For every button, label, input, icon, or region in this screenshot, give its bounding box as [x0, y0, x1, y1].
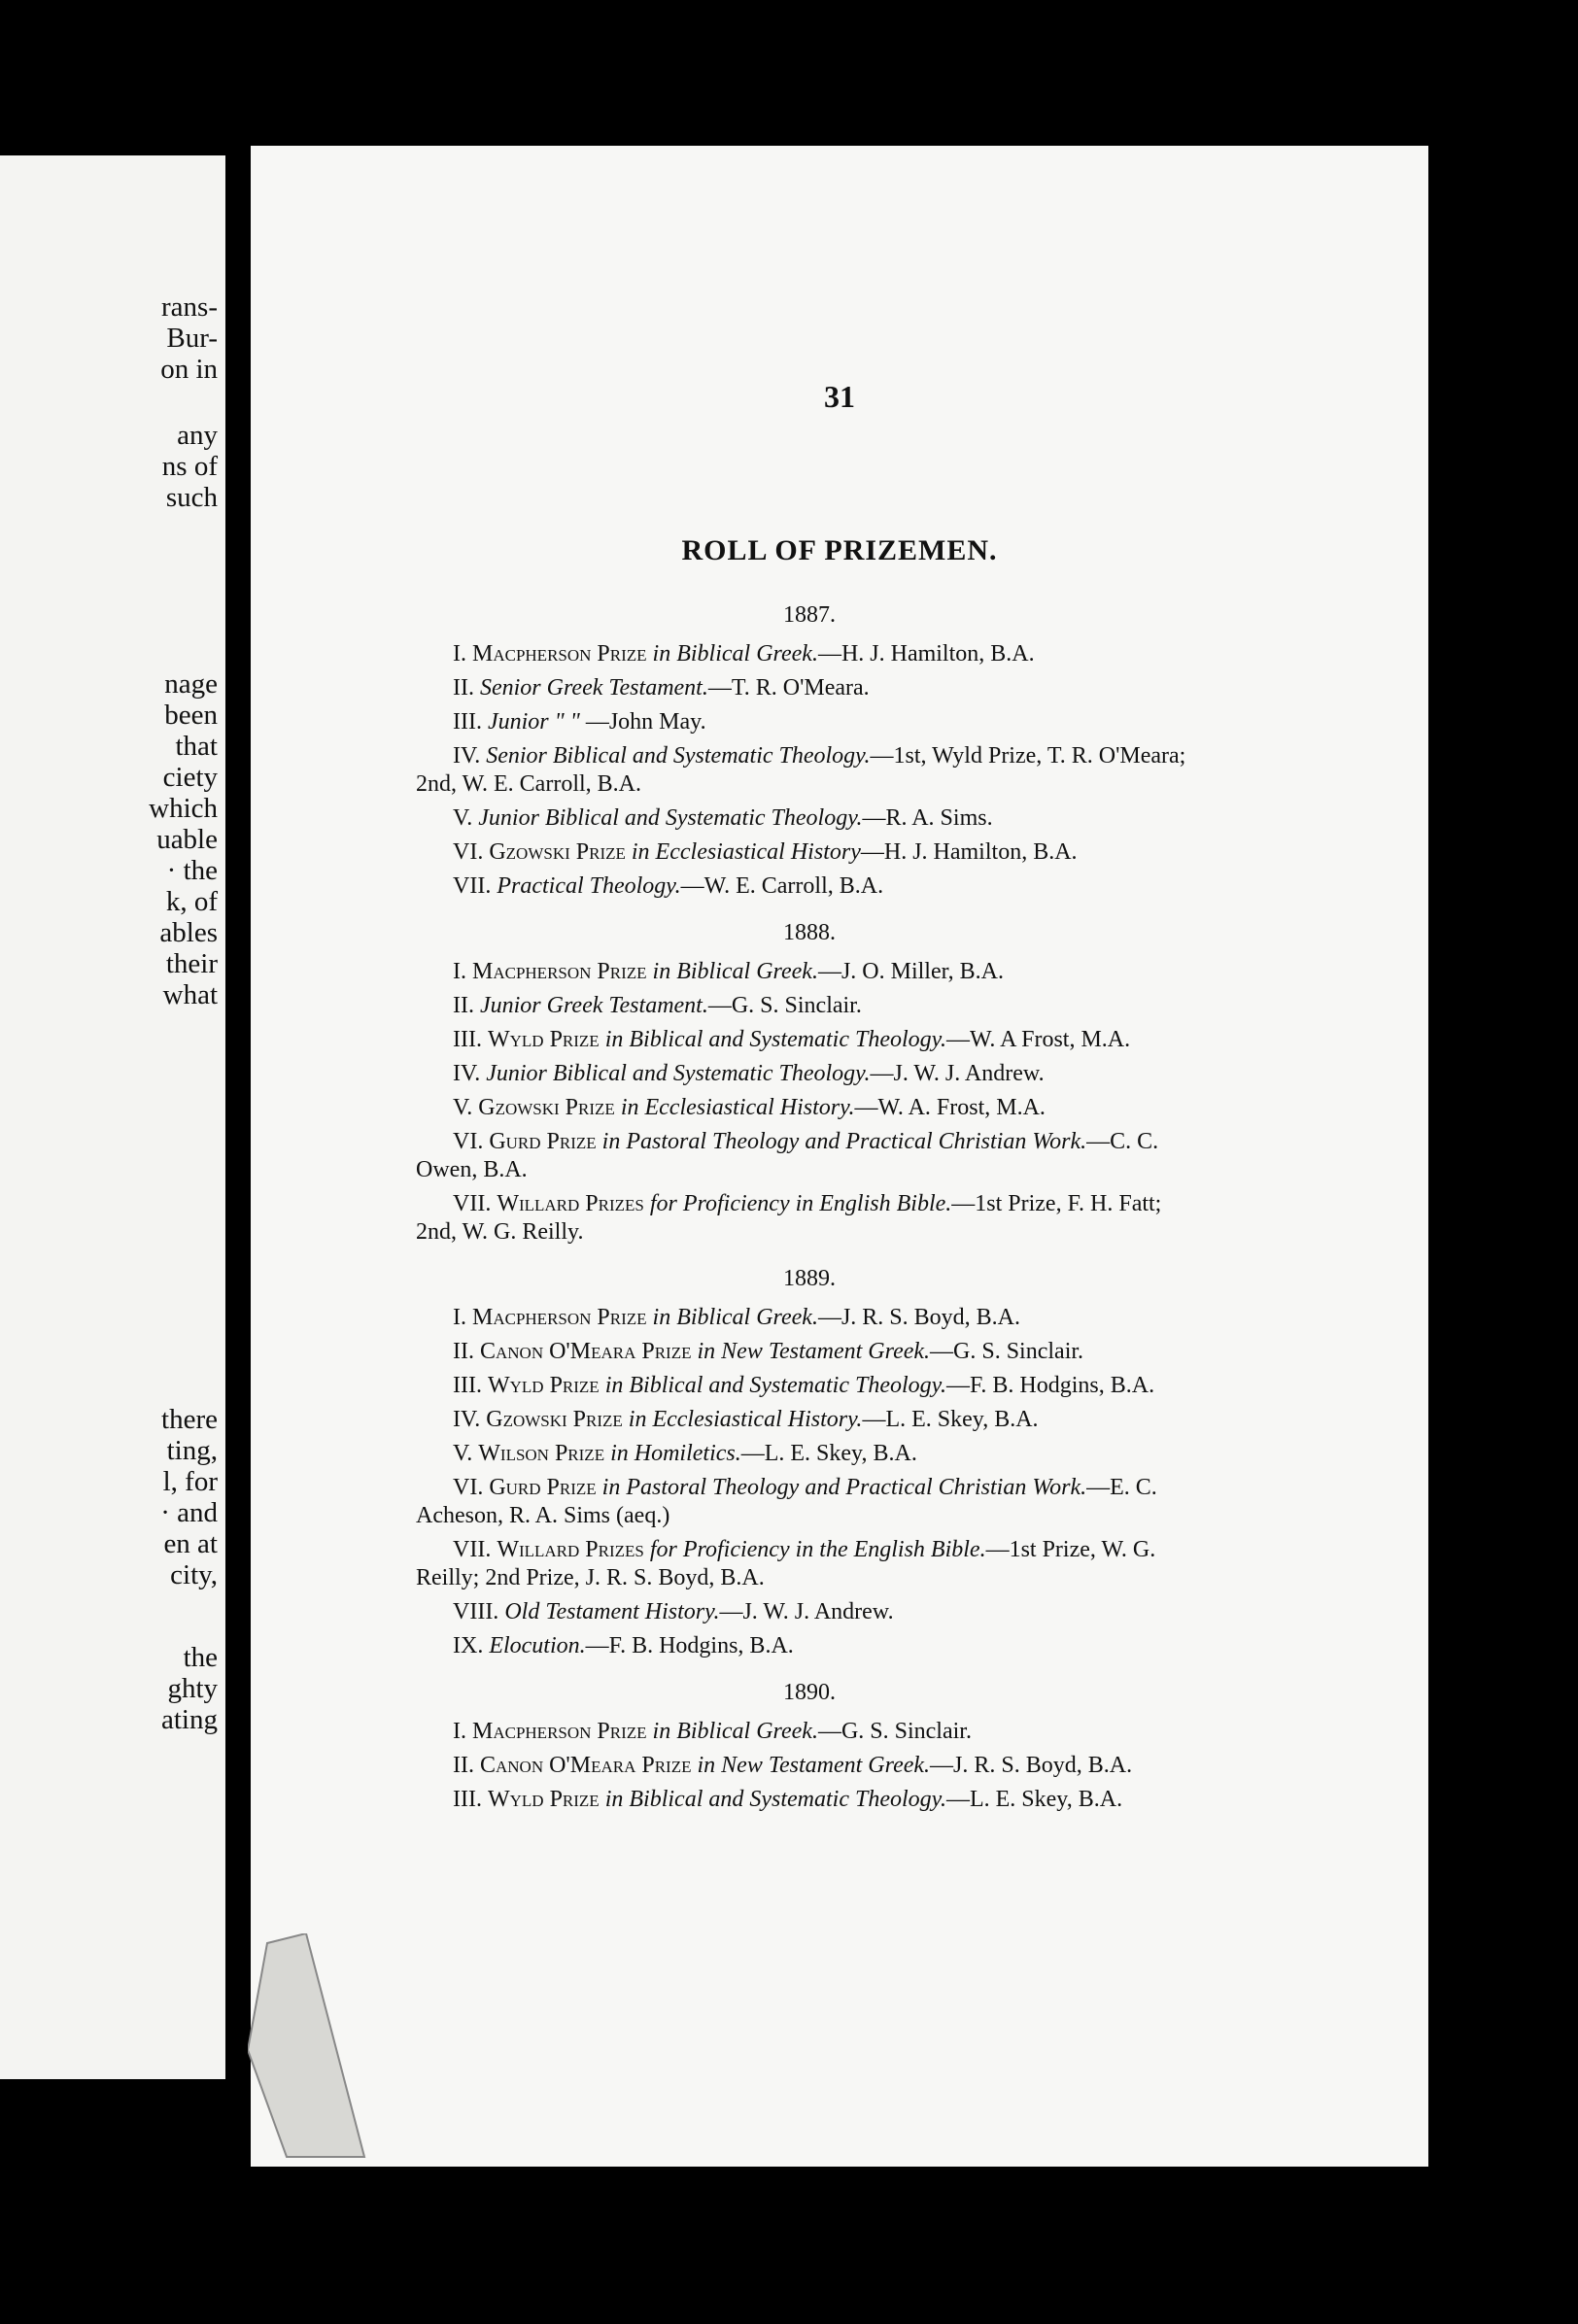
left-text-fragment: their — [165, 948, 218, 979]
prize-subject: in Pastoral Theology and Practical Christian Work. — [601, 1129, 1087, 1154]
prize-subject: in Biblical Greek. — [652, 1305, 818, 1330]
prize-name: Macpherson Prize — [472, 959, 647, 984]
prize-entry — [416, 1060, 1203, 1088]
prize-subject: in New Testament Greek. — [697, 1753, 931, 1778]
entry-number: III. — [453, 1373, 482, 1398]
year-block — [416, 602, 1203, 901]
document-page — [251, 146, 1428, 2167]
prize-entry — [416, 1304, 1203, 1332]
prize-subject: Senior Biblical and Systematic Theology. — [486, 743, 871, 769]
left-text-fragment: such — [165, 482, 218, 513]
prize-subject: for Proficiency in English Bible. — [649, 1191, 952, 1216]
prize-winner: —W. A Frost, M.A. — [945, 1027, 1131, 1052]
prize-entry — [416, 1598, 1203, 1626]
left-text-fragment: ghty — [167, 1673, 218, 1704]
prize-entry — [416, 992, 1203, 1020]
prize-winner: —G. S. Sinclair. — [707, 993, 862, 1018]
prize-winner: —G. S. Sinclair. — [817, 1719, 972, 1744]
prize-subject: in Biblical and Systematic Theology. — [604, 1373, 946, 1398]
prize-entry — [416, 708, 1203, 736]
left-text-fragment: l, for — [162, 1466, 218, 1497]
prize-name: Gurd Prize — [489, 1129, 597, 1154]
left-text-fragment: which — [149, 793, 218, 824]
prize-name: Canon O'Meara Prize — [479, 1339, 692, 1364]
entry-number: VII. — [453, 1191, 492, 1216]
prize-entry — [416, 742, 1203, 799]
prize-subject: in New Testament Greek. — [697, 1339, 931, 1364]
year-block — [416, 920, 1203, 1247]
prize-subject: in Biblical Greek. — [652, 959, 818, 984]
year-block — [416, 1680, 1203, 1814]
entry-number: VII. — [453, 873, 492, 899]
prize-entry — [416, 1372, 1203, 1400]
prize-name: Wyld Prize — [487, 1373, 600, 1398]
left-text-fragment: ns of — [161, 451, 218, 482]
prize-winner: —T. R. O'Meara. — [707, 675, 870, 701]
prize-name: Gzowski Prize — [486, 1407, 623, 1432]
left-text-fragment: been — [164, 700, 218, 731]
left-text-fragment: ating — [161, 1704, 218, 1735]
prize-name: Willard Prizes — [497, 1537, 644, 1562]
prize-winner: —1st, Wyld Prize, T. R. O'Meara; 2nd, W. E. Carroll, B.A. — [416, 743, 1186, 797]
prize-winner: —J. R. S. Boyd, B.A. — [817, 1305, 1020, 1330]
prize-name: Gzowski Prize — [478, 1095, 615, 1120]
torn-corner-shape — [248, 1933, 374, 2167]
left-text-fragment: ables — [159, 917, 218, 948]
entry-number: VI. — [453, 1475, 484, 1500]
entry-number: I. — [453, 1719, 466, 1744]
entry-number: II. — [453, 1753, 474, 1778]
left-text-fragment: the — [183, 1642, 218, 1673]
section-heading: ROLL OF PRIZEMEN. — [681, 534, 998, 566]
prize-subject: Junior Biblical and Systematic Theology. — [486, 1061, 871, 1086]
entry-number: II. — [453, 993, 474, 1018]
prize-winner: —W. A. Frost, M.A. — [854, 1095, 1046, 1120]
page-number: 31 — [824, 379, 855, 414]
prize-subject: for Proficiency in the English Bible. — [649, 1537, 986, 1562]
prize-subject: in Biblical Greek. — [652, 641, 818, 666]
prize-winner: —L. E. Skey, B.A. — [945, 1787, 1123, 1812]
left-text-fragment: there — [161, 1404, 218, 1435]
prize-winner: —J. O. Miller, B.A. — [817, 959, 1004, 984]
prize-winner: —W. E. Carroll, B.A. — [680, 873, 884, 899]
prize-entry — [416, 1094, 1203, 1122]
entry-number: IX. — [453, 1633, 484, 1658]
prize-winner: —H. J. Hamilton, B.A. — [860, 839, 1078, 865]
prize-subject: in Homiletics. — [610, 1441, 741, 1466]
left-text-fragment: ciety — [162, 762, 218, 793]
prize-subject: Junior Greek Testament. — [479, 993, 708, 1018]
entry-number: IV. — [453, 1407, 481, 1432]
prize-winner: —J. W. J. Andrew. — [719, 1599, 894, 1624]
entry-number: V. — [453, 1095, 473, 1120]
left-text-fragment: any — [177, 420, 218, 451]
prize-winner: —F. B. Hodgins, B.A. — [585, 1633, 794, 1658]
prize-name: Macpherson Prize — [472, 1719, 647, 1744]
entry-number: VIII. — [453, 1599, 499, 1624]
prize-entry — [416, 640, 1203, 668]
left-text-fragment: en at — [163, 1528, 218, 1559]
left-text-fragment: that — [175, 731, 218, 762]
prize-subject: Junior " " — [487, 709, 580, 735]
prize-name: Wyld Prize — [487, 1787, 600, 1812]
prize-entry — [416, 1026, 1203, 1054]
left-text-fragment: what — [162, 979, 218, 1010]
prize-name: Wyld Prize — [487, 1027, 600, 1052]
prize-entry — [416, 838, 1203, 867]
prize-entry — [416, 1718, 1203, 1746]
prize-entry — [416, 1632, 1203, 1660]
prize-subject: Practical Theology. — [497, 873, 681, 899]
prize-subject: in Pastoral Theology and Practical Christian Work. — [601, 1475, 1087, 1500]
prize-entry — [416, 1338, 1203, 1366]
entry-number: III. — [453, 1787, 482, 1812]
left-text-fragment: · the — [166, 855, 218, 886]
entry-number: VII. — [453, 1537, 492, 1562]
prize-entry — [416, 1190, 1203, 1247]
prize-entry — [416, 1474, 1203, 1530]
prize-name: Wilson Prize — [478, 1441, 605, 1466]
left-text-fragment: rans- — [161, 291, 218, 323]
entry-number: II. — [453, 1339, 474, 1364]
entry-number: IV. — [453, 1061, 481, 1086]
prize-subject: in Ecclesiastical History. — [620, 1095, 855, 1120]
prize-subject: in Ecclesiastical History — [631, 839, 861, 865]
prize-subject: in Biblical and Systematic Theology. — [604, 1787, 946, 1812]
entry-number: V. — [453, 1441, 473, 1466]
prize-winner: —J. R. S. Boyd, B.A. — [930, 1753, 1133, 1778]
prize-entry — [416, 1406, 1203, 1434]
year-block — [416, 1266, 1203, 1660]
entry-number: IV. — [453, 743, 481, 769]
entry-number: VI. — [453, 1129, 484, 1154]
prize-winner: —L. E. Skey, B.A. — [862, 1407, 1039, 1432]
prize-name: Macpherson Prize — [472, 1305, 647, 1330]
prize-roll — [416, 593, 1203, 1833]
prize-subject: Elocution. — [489, 1633, 586, 1658]
prize-name: Macpherson Prize — [472, 641, 647, 666]
entry-number: III. — [453, 1027, 482, 1052]
prize-entry — [416, 1440, 1203, 1468]
year-heading: 1888. — [783, 920, 836, 945]
entry-number: I. — [453, 641, 466, 666]
prize-entry — [416, 1752, 1203, 1780]
prize-name: Gurd Prize — [489, 1475, 597, 1500]
prize-winner: —1st Prize, W. G. Reilly; 2nd Prize, J. R. S. Boyd, B.A. — [416, 1537, 1156, 1590]
prize-winner: —F. B. Hodgins, B.A. — [945, 1373, 1155, 1398]
prize-name: Willard Prizes — [497, 1191, 644, 1216]
left-text-fragment: on in — [160, 354, 218, 385]
prize-entry — [416, 1128, 1203, 1184]
prize-winner: —C. C. Owen, B.A. — [416, 1129, 1159, 1182]
prize-entry — [416, 804, 1203, 833]
prize-name: Gzowski Prize — [489, 839, 626, 865]
left-text-fragment: k, of — [165, 886, 218, 917]
left-text-fragment: nage — [164, 668, 218, 700]
prize-entry — [416, 958, 1203, 986]
prize-subject: Senior Greek Testament. — [479, 675, 708, 701]
prize-winner: —1st Prize, F. H. Fatt; 2nd, W. G. Reilly. — [416, 1191, 1162, 1245]
year-heading: 1887. — [783, 602, 836, 628]
prize-entry — [416, 1536, 1203, 1592]
left-text-fragment: uable — [156, 824, 218, 855]
entry-number: I. — [453, 959, 466, 984]
prize-entry — [416, 1786, 1203, 1814]
prize-winner: —L. E. Skey, B.A. — [740, 1441, 917, 1466]
left-text-fragment: · and — [160, 1497, 218, 1528]
left-text-fragment: Bur- — [166, 323, 218, 354]
entry-number: III. — [453, 709, 482, 735]
entry-number: VI. — [453, 839, 484, 865]
prize-subject: in Ecclesiastical History. — [628, 1407, 863, 1432]
prize-entry — [416, 674, 1203, 702]
prize-subject: in Biblical Greek. — [652, 1719, 818, 1744]
prize-subject: Old Testament History. — [504, 1599, 720, 1624]
left-text-fragment: ting, — [166, 1435, 218, 1466]
year-heading: 1889. — [783, 1266, 836, 1291]
prize-subject: in Biblical and Systematic Theology. — [604, 1027, 946, 1052]
entry-number: V. — [453, 805, 473, 831]
left-text-fragment: city, — [170, 1559, 218, 1590]
left-page-fragment — [0, 155, 225, 2079]
entry-number: I. — [453, 1305, 466, 1330]
entry-number: II. — [453, 675, 474, 701]
prize-winner: —G. S. Sinclair. — [930, 1339, 1084, 1364]
prize-winner: —H. J. Hamilton, B.A. — [817, 641, 1035, 666]
prize-subject: Junior Biblical and Systematic Theology. — [478, 805, 863, 831]
prize-winner: —R. A. Sims. — [862, 805, 993, 831]
prize-entry — [416, 872, 1203, 901]
prize-winner: —J. W. J. Andrew. — [870, 1061, 1045, 1086]
prize-winner: —E. C. Acheson, R. A. Sims (aeq.) — [416, 1475, 1157, 1528]
prize-winner: —John May. — [579, 709, 706, 735]
year-heading: 1890. — [783, 1680, 836, 1705]
prize-name: Canon O'Meara Prize — [479, 1753, 692, 1778]
